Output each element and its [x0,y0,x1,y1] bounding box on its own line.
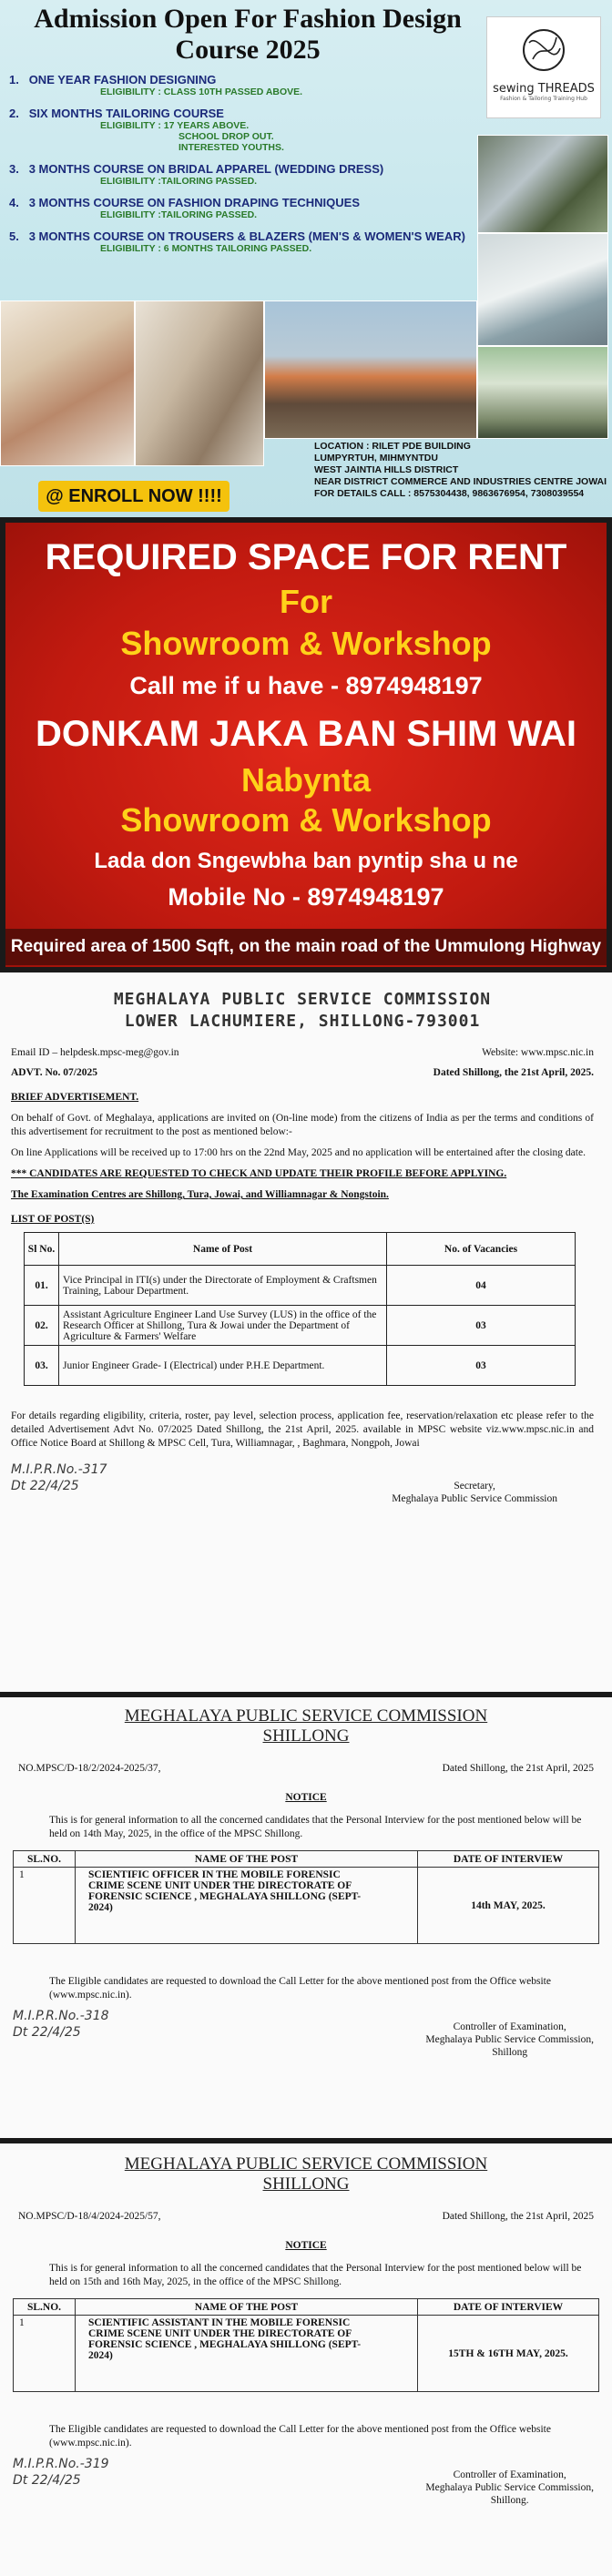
cell-post-name: Assistant Agriculture Engineer Land Use Survey (LUS) in the office of the Research Officer at Shillong, Tura & Jowai under the Department of Agriculture & Farmers' Welfare [59,1306,387,1346]
notice-intro: This is for general information to all the concerned candidates that the Personal Interview for the post mentioned below will be held on 15th and 16th May, 2025, in the office of the MPSC Shillong. [49,2263,582,2287]
column-header: SL.NO. [14,2299,76,2316]
table-row [14,2316,599,2392]
thread-spool-icon [516,23,571,77]
table-header [14,1851,599,1868]
rent-ad [0,517,612,972]
org-name: MEGHALAYA PUBLIC SERVICE COMMISSION [124,1706,488,1726]
org-name: MEGHALAYA PUBLIC SERVICE COMMISSION [124,2154,488,2174]
column-header: Sl No. [25,1233,59,1266]
website: Website: www.mpsc.nic.in [482,1047,594,1058]
table-header [25,1233,576,1266]
rent-ad-mobile: Mobile No - 8974948197 [168,883,444,911]
table-header [14,2299,599,2316]
advt-para-centres: The Examination Centres are Shillong, Tura, Jowai, and Williamnagar & Nongstoin. [11,1189,389,1200]
signatory-org: Meghalaya Public Service Commission, [425,2482,594,2493]
cell-vacancies: 03 [387,1306,576,1346]
ref-number: NO.MPSC/D-18/2/2024-2025/37, [18,1763,161,1774]
handwritten-line: Dt 22/4/25 [11,1479,79,1493]
contact-numbers: FOR DETAILS CALL : 8575304438, 9863676954, 7308039554 [314,488,585,499]
advt-para-details: For details regarding eligibility, criteria, roster, pay level, selection process, application fee, reservation/relaxation etc please refer to the detailed Advertisement Advt No. 07/2025 Dated Shillong, the 21st April, 2025. available in MPSC website viz.www.mpsc.nic.in and Office Notice Board at Shillong & MPSC Cell, Tura, Williamnagar, , Baghmara, Nongpoh, Jowai [11,1410,594,1449]
course-item [9,107,474,153]
list-of-posts-title: LIST OF POST(S) [11,1214,95,1225]
column-header: DATE OF INTERVIEW [418,2299,599,2316]
fashion-ad [0,0,612,517]
signatory-city: Shillong [492,2047,528,2058]
course-item [9,229,474,254]
course-eligibility: ELIGIBILITY :TAILORING PASSED. [100,209,258,220]
handwritten-line: M.I.P.R.No.-317 [11,1462,107,1477]
course-eligibility: ELIGIBILITY : 6 MONTHS TAILORING PASSED. [100,243,312,254]
advt-number: ADVT. No. 07/2025 [11,1067,97,1078]
signatory-city: Shillong. [490,2495,529,2506]
rent-ad-footer: Required area of 1500 Sqft, on the main road of the Ummulong Highway [5,929,607,965]
notice-intro: This is for general information to all the concerned candidates that the Personal Interview for the post mentioned below will be held on 14th May, 2025, in the office of the MPSC Shillong. [49,1815,582,1839]
logo-tagline: Fashion & Tailoring Training Hub [500,96,587,102]
signature-block [392,1480,557,1505]
course-item [9,196,474,220]
interview-table [13,1850,599,1944]
rent-ad-phone: Call me if u have - 8974948197 [129,672,483,699]
notice-heading: NOTICE [285,1792,327,1803]
sketching-photo [135,300,264,466]
ref-number: NO.MPSC/D-18/4/2024-2025/57, [18,2211,161,2222]
advt-date: Dated Shillong, the 21st April, 2025. [433,1067,594,1078]
cell-vacancies: 03 [387,1346,576,1386]
rent-ad-line: For [280,583,332,620]
interview-table [13,2298,599,2392]
org-city: SHILLONG [262,1726,350,1746]
rent-ad-headline: REQUIRED SPACE FOR RENT [45,537,567,577]
course-item [9,73,474,97]
course-name: 3 MONTHS COURSE ON FASHION DRAPING TECHNIQUES [28,196,360,209]
notice-date: Dated Shillong, the 21st April, 2025 [442,2211,594,2222]
cell-post-name: Vice Principal in ITI(s) under the Directorate of Employment & Craftsmen Training, Labour Department. [59,1266,387,1306]
handwritten-line: Dt 22/4/25 [13,2473,81,2488]
advt-para-profile: *** CANDIDATES ARE REQUESTED TO CHECK AND UPDATE THEIR PROFILE BEFORE APPLYING. [11,1168,507,1179]
email-id: Email ID – helpdesk.mpsc-meg@gov.in [11,1047,179,1058]
column-header: No. of Vacancies [387,1233,576,1266]
enroll-now-banner: @ ENROLL NOW !!!! [38,481,230,512]
sewing-threads-logo [486,16,601,118]
table-row [25,1306,576,1346]
course-eligibility: INTERESTED YOUTHS. [178,142,284,153]
advt-para-intro: On behalf of Govt. of Meghalaya, applications are invited on (On-line mode) from the citizens of India as per the terms and conditions of this advertisement for recruitment to the post as mentioned below:- [11,1113,594,1137]
location-line: WEST JAINTIA HILLS DISTRICT [314,464,459,475]
location-line: LOCATION : RILET PDE BUILDING [314,441,471,452]
course-item [9,162,474,187]
logo-name: sewing THREADS [493,82,595,96]
course-list [9,73,474,263]
signatory-title: Secretary, [454,1481,495,1492]
signatory-title: Controller of Examination, [453,2469,566,2480]
org-name: MEGHALAYA PUBLIC SERVICE COMMISSION [113,990,492,1009]
column-header: NAME OF THE POST [76,1851,418,1868]
cell-post-name: SCIENTIFIC OFFICER IN THE MOBILE FORENSIC CRIME SCENE UNIT UNDER THE DIRECTORATE OF FORENSIC SCIENCE , MEGHALAYA SHILLONG (SEPT-2024) [76,1868,418,1944]
handwritten-line: Dt 22/4/25 [13,2025,81,2040]
signatory-org: Meghalaya Public Service Commission, [425,2034,594,2045]
notice-date: Dated Shillong, the 21st April, 2025 [442,1763,594,1774]
mpsc-interview-notice-1 [0,1692,612,2138]
org-address: LOWER LACHUMIERE, SHILLONG-793001 [124,1012,481,1031]
cell-sl-no: 01. [25,1266,59,1306]
handwritten-note [13,2008,109,2059]
course-eligibility: ELIGIBILITY : CLASS 10TH PASSED ABOVE. [100,87,303,97]
notice-heading: NOTICE [285,2240,327,2251]
signatory-title: Controller of Examination, [453,2021,566,2032]
cell-sl-no: 02. [25,1306,59,1346]
cell-post-name: SCIENTIFIC ASSISTANT IN THE MOBILE FORENSIC CRIME SCENE UNIT UNDER THE DIRECTORATE OF FORENSIC SCIENCE , MEGHALAYA SHILLONG (SEPT-2024) [76,2316,418,2392]
table-row [25,1346,576,1386]
cell-interview-date: 15TH & 16TH MAY, 2025. [418,2316,599,2392]
column-header: Name of Post [59,1233,387,1266]
advt-para-deadline: On line Applications will be received up to 17:00 hrs on the 22nd May, 2025 and no application will be entertained after the closing date. [11,1147,586,1158]
course-number: 2. [9,107,19,120]
fashion-ad-title: Admission Open For Fashion Design Course 2025 [34,4,462,65]
fashion-show-photo [264,300,477,439]
rent-ad-line: Lada don Sngewbha ban pyntip sha u ne [94,849,518,873]
signatory-org: Meghalaya Public Service Commission [392,1493,557,1504]
course-name: SIX MONTHS TAILORING COURSE [28,107,224,120]
classroom-photo [477,135,608,233]
posts-table [24,1232,576,1386]
signature-block [425,2021,594,2059]
course-name: ONE YEAR FASHION DESIGNING [28,73,217,87]
handwritten-note [13,2456,109,2507]
course-number: 4. [9,196,19,209]
rent-ad-line: Showroom & Workshop [120,801,492,839]
course-number: 5. [9,229,19,243]
course-name: 3 MONTHS COURSE ON TROUSERS & BLAZERS (MEN'S & WOMEN'S WEAR) [28,229,465,243]
advt-heading: BRIEF ADVERTISEMENT. [11,1092,139,1103]
eligible-note: The Eligible candidates are requested to download the Call Letter for the above mentioned post from the Office website (www.mpsc.nic.in). [49,2424,551,2449]
course-eligibility: SCHOOL DROP OUT. [178,131,274,142]
students-group-photo [477,233,608,346]
cell-post-name: Junior Engineer Grade- I (Electrical) under P.H.E Department. [59,1346,387,1386]
column-header: DATE OF INTERVIEW [418,1851,599,1868]
handwritten-line: M.I.P.R.No.-318 [13,2009,109,2023]
mpsc-interview-notice-2 [0,2138,612,2576]
cell-sl-no: 1 [14,1868,76,1944]
course-eligibility: ELIGIBILITY :TAILORING PASSED. [100,176,258,187]
table-row [14,1868,599,1944]
column-header: SL.NO. [14,1851,76,1868]
column-header: NAME OF THE POST [76,2299,418,2316]
workshop-photo [477,346,608,439]
location-block [314,441,607,500]
handwritten-line: M.I.P.R.No.-319 [13,2457,109,2471]
cell-sl-no: 1 [14,2316,76,2392]
course-name: 3 MONTHS COURSE ON BRIDAL APPAREL (WEDDING DRESS) [28,162,384,176]
handwritten-note [11,1461,107,1505]
cell-sl-no: 03. [25,1346,59,1386]
location-line: NEAR DISTRICT COMMERCE AND INDUSTRIES CENTRE JOWAI [314,476,607,487]
eligible-note: The Eligible candidates are requested to download the Call Letter for the above mentioned post from the Office website (www.mpsc.nic.in). [49,1976,551,2001]
rent-ad-line: Nabynta [240,761,372,799]
location-line: LUMPYRTUH, MIHMYNTDU [314,453,438,463]
mpsc-brief-advertisement [0,972,612,1692]
cell-vacancies: 04 [387,1266,576,1306]
course-eligibility: ELIGIBILITY : 17 YEARS ABOVE. [100,120,250,131]
drawing-photo [0,300,135,466]
rent-ad-khasi-headline: DONKAM JAKA BAN SHIM WAI [35,714,577,754]
org-city: SHILLONG [262,2174,350,2194]
course-number: 3. [9,162,19,176]
rent-ad-line: Showroom & Workshop [120,625,492,662]
cell-interview-date: 14th MAY, 2025. [418,1868,599,1944]
signature-block [425,2469,594,2507]
course-number: 1. [9,73,19,87]
table-row [25,1266,576,1306]
